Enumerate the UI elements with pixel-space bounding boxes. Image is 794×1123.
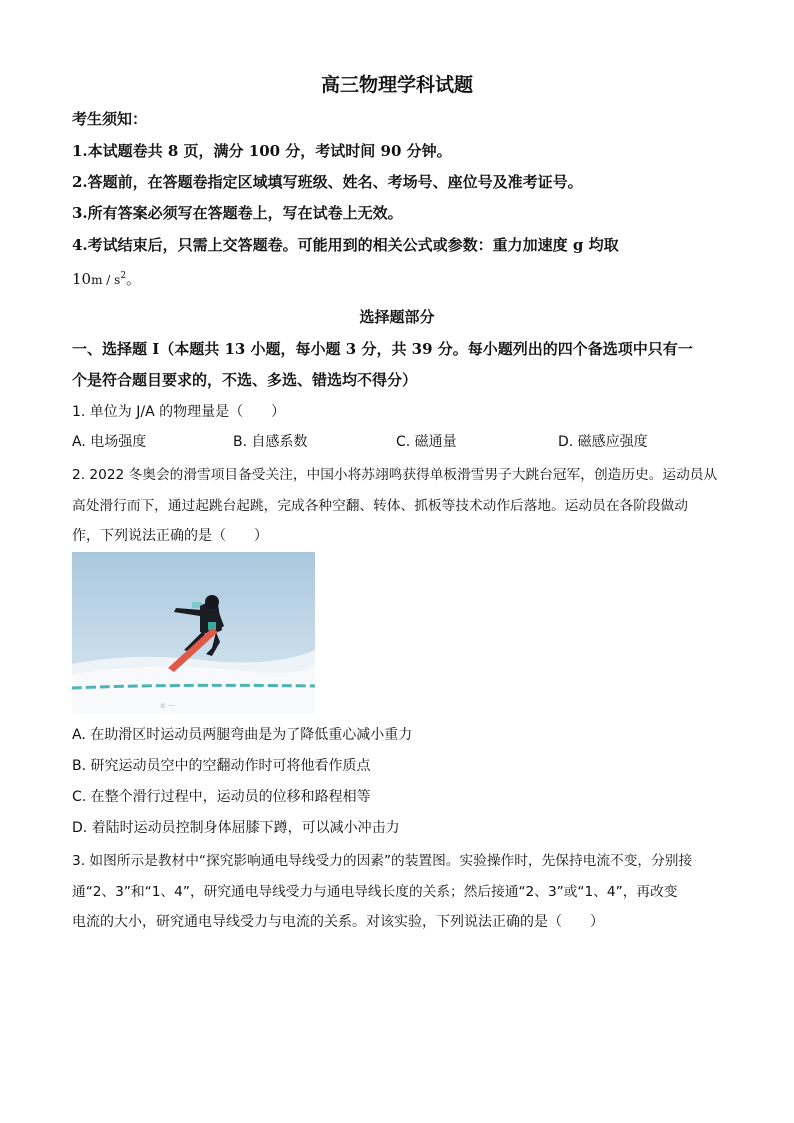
q3-stem: 通“2、3”和“1、4”，研究通电导线受力与通电导线长度的关系；然后接通“2、3”或“1、4”，再改变 [72,884,678,900]
q2-option-c: C. 在整个滑行过程中，运动员的位移和路程相等 [72,789,371,805]
q2-option-b: B. 研究运动员空中的空翻动作时可将他看作质点 [72,758,371,774]
notice-heading: 考生须知： [72,110,148,128]
q2-stem: 作，下列说法正确的是（ ） [72,528,268,544]
q3-stem: 3. 如图所示是教材中“探究影响通电导线受力的因素”的装置图。实验操作时，先保持电流不变，分别接 [72,853,693,869]
notice-item: 2.答题前，在答题卷指定区域填写班级、姓名、考场号、座位号及准考证号。 [72,173,583,191]
q3-stem: 电流的大小，研究通电导线受力与电流的关系。对该实验，下列说法正确的是（ ） [72,914,604,930]
notice-item: 1.本试题卷共 8 页，满分 100 分，考试时间 90 分钟。 [72,142,452,160]
gravity-unit: $10m / s^2$。 [72,270,142,288]
section-heading: 个是符合题目要求的，不选、多选、错选均不得分） [72,371,418,389]
q2-option-d: D. 着陆时运动员控制身体屈膝下蹲，可以减小冲击力 [72,820,400,836]
section-title: 选择题部分 [359,308,435,326]
section-heading: 一、选择题 I（本题共 13 小题，每小题 3 分，共 39 分。每小题列出的四个备选项中只有一 [72,340,693,358]
notice-item: 4.考试结束后，只需上交答题卷。可能用到的相关公式或参数：重力加速度 g 均取 [72,236,619,254]
page-title: 高三物理学科试题 [320,74,473,96]
q1-option-c: C. 磁通量 [396,434,457,450]
q2-stem: 高处滑行而下，通过起跳台起跳，完成各种空翻、转体、抓板等技术动作后落地。运动员在各阶段做动 [72,498,688,514]
q2-option-a: A. 在助滑区时运动员两腿弯曲是为了降低重心减小重力 [72,727,413,743]
q1-option-b: B. 自感系数 [233,434,308,450]
q1-option-a: A. 电场强度 [72,434,147,450]
q1-stem: 1. 单位为 J/A 的物理量是（ ） [72,404,286,420]
snowboarder-photo [72,552,315,714]
q1-option-d: D. 磁感应强度 [558,434,648,450]
q2-stem: 2. 2022 冬奥会的滑雪项目备受关注，中国小将苏翊鸣获得单板滑雪男子大跳台冠军，创造历史。运动员从 [72,467,718,483]
photo-watermark: © ···· [160,703,176,710]
notice-item: 3.所有答案必须写在答题卷上，写在试卷上无效。 [72,204,403,222]
